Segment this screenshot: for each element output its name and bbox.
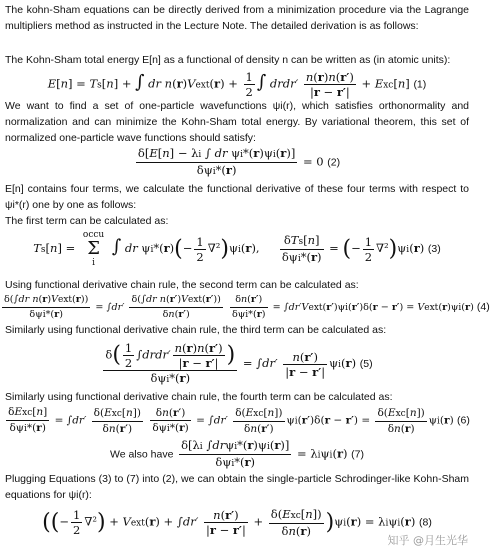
intro-paragraph: The kohn-Sham equations can be directly derived from a minimization procedure via the Lagrange multipliers method as instructed in the Lecture Note. The detailed derivation is as follows: bbox=[5, 4, 469, 32]
variational-paragraph: We want to find a set of one-particle wavefunctions ψi(r), which satisfies orthonormality and normalization and can minimize the Kohn-Sham total energy. By variational theorem, this set of normalized one-particle wave functions should satisfy: bbox=[5, 100, 469, 144]
second-term-paragraph: Using functional derivative chain rule, the second term can be calculated as: bbox=[5, 279, 359, 291]
fourth-term-paragraph: Similarly using functional derivative chain rule, the fourth term can be calculated as: bbox=[5, 391, 393, 403]
equation-7: We also have $\frac{\text{δ[λi ∫drψi*(r)ψi(r)]}}{\text{δψi*(r)}}$ = λiψi(r) (7) bbox=[109, 438, 364, 469]
we-also-have-label: We also have bbox=[109, 448, 174, 461]
equation-3: Ts[n] = occu Σ i ∫ dr ψi*(r)(− $\frac{1}{2}$ ∇²)ψi(r), $\frac{\text{δTs[n]}}{\text{δψi*(r)}}$ = (− $\frac{1}{2}$ ∇²)ψi(r) (3) bbox=[33, 230, 441, 268]
equation-1: E[n] = Ts[n] + ∫ dr n(r)Vext(r) + $\frac{1}{2}$ ∫ drdr′ $\frac{n(r)n(r')}{|r - r'|}$ + Exc[n] (1) bbox=[47, 70, 427, 99]
four-terms-paragraph: E[n] contains four terms, we calculate the functional derivative of these four terms with respect to ψi*(r) one by one as follows: bbox=[5, 183, 469, 211]
equation-4: $\frac{\text{δ(∫dr n(r)Vext(r))}}{\text{δψi*(r)}}$ = ∫dr′ $\frac{\text{δ(∫dr n(r′)Vext(r′))}}{\delta n(r')}$ $\frac{\delta n(r')}{\text{δψi*(r)}}$ = ∫dr′Vext(r′)ψi(r′)δ(r − r′) = Vext(r)ψi(r) (4) bbox=[4, 294, 490, 320]
plugging-paragraph: Plugging Equations (3) to (7) into (2), we can obtain the single-particle Schrodinger-like Kohn-Sham equations for ψi(r): bbox=[5, 473, 469, 501]
energy-intro-paragraph: The Kohn-Sham total energy E[n] as a functional of density n can be written as (in atomic units): bbox=[5, 54, 451, 66]
third-term-paragraph: Similarly using functional derivative chain rule, the third term can be calculated as: bbox=[5, 324, 387, 336]
equation-8: ((− $\frac{1}{2}$ ∇²) + Vext(r) + ∫dr′ $\frac{n(r')}{|r - r'|}$ + $\frac{\text{δ(Exc[n])}}{\delta n(r)}$ )ψi(r) = λiψi(r) (8) bbox=[42, 507, 432, 538]
watermark: 知乎 @月生光华 bbox=[387, 534, 468, 547]
first-term-paragraph: The first term can be calculated as: bbox=[5, 215, 169, 227]
equation-2: $\frac{\text{δ[E[n] − λi ∫ dr ψi*(r)ψi(r)]}}{\text{δψi*(r)}}$ = 0 (2) bbox=[137, 146, 341, 177]
equation-6: $\frac{\text{δExc[n]}}{\text{δψi*(r)}}$ = ∫dr′ $\frac{\text{δ(Exc[n])}}{\delta n(r')}$ $\frac{\delta n(r')}{\text{δψi*(r)}}$ = ∫dr′ $\frac{\text{δ(Exc[n])}}{\delta n(r')}$ ψi(r′)δ(r − r′) = $\frac{\text{δ(Exc[n])}}{\delta n(r)}$ ψi(r) (6) bbox=[8, 406, 470, 435]
equation-5: δ( $\frac{1}{2}$ ∫drdr′ $\frac{n(r)n(r')}{|r - r'|}$ ) δψi*(r) = ∫dr′ $\frac{n(r')}{|r - r'|}$ ψi(r) (5) bbox=[105, 341, 373, 385]
